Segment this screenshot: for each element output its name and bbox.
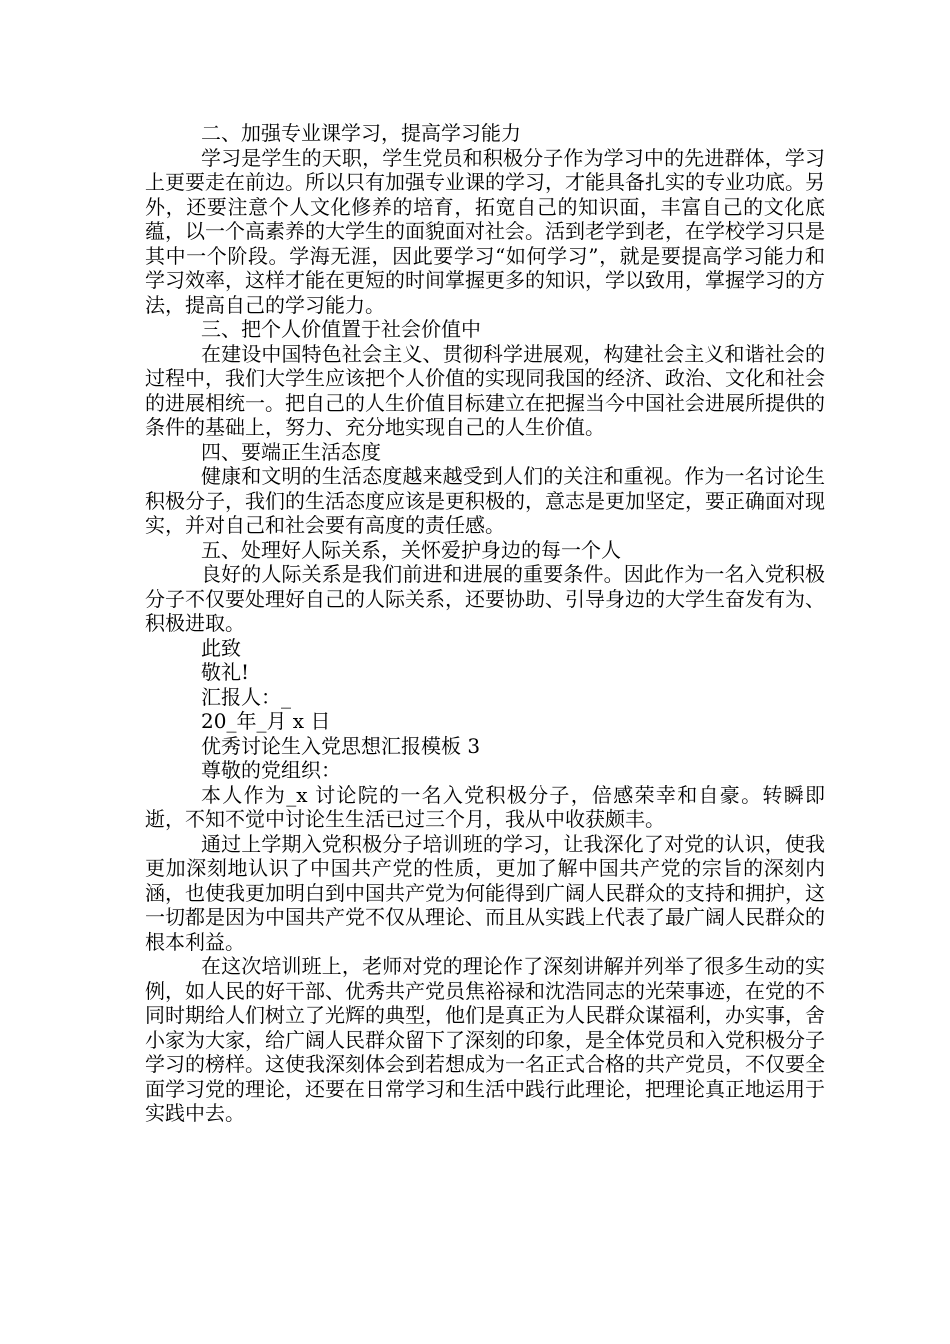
section-heading-4: 四、要端正生活态度 — [201, 439, 381, 464]
closing-regards: 敬礼! — [201, 660, 250, 684]
greeting-line: 尊敬的党组织： — [201, 758, 341, 782]
paragraph-value: 在建设中国特色社会主义、贯彻科学进展观，构建社会主义和谐社会的过程中，我们大学生应该把个人价值的实现同我国的经济、政治、文化和社会的进展相统一。把自己的人生价值目标建立在把握当今中国社会进展所提供的条件的基础上，努力、充分地实现自己的人生价值。 — [145, 341, 825, 439]
closing-salutation: 此致 — [201, 635, 241, 660]
paragraph-attitude: 健康和文明的生活态度越来越受到人们的关注和重视。作为一名讨论生积极分子，我们的生活态度应该是更积极的，意志是更加坚定，要正确面对现实，并对自己和社会要有高度的责任感。 — [145, 464, 825, 537]
paragraph-relations: 良好的人际关系是我们前进和进展的重要条件。因此作为一名入党积极分子不仅要处理好自己的人际关系，还要协助、引导身边的大学生奋发有为、积极进取。 — [145, 562, 825, 635]
section-heading-2: 二、加强专业课学习，提高学习能力 — [201, 121, 521, 145]
paragraph-intro: 本人作为_x 讨论院的一名入党积极分子，倍感荣幸和自豪。转瞬即逝，不知不觉中讨论生生活已过三个月，我从中收获颇丰。 — [145, 782, 825, 831]
section-heading-5: 五、处理好人际关系，关怀爱护身边的每一个人 — [201, 537, 621, 562]
paragraph-study: 学习是学生的天职，学生党员和积极分子作为学习中的先进群体，学习上更要走在前边。所以只有加强专业课的学习，才能具备扎实的专业功底。另外，还要注意个人文化修养的培育，拓宽自己的知识面，丰富自己的文化底蕴，以一个高素养的大学生的面貌面对社会。活到老学到老，在学校学习只是其中一个阶段。学海无涯，因此要学习“如何学习”，就是要提高学习能力和学习效率，这样才能在更短的时间掌握更多的知识，学以致用，掌握学习的方法，提高自己的学习能力。 — [145, 145, 825, 317]
paragraph-training: 通过上学期入党积极分子培训班的学习，让我深化了对党的认识，使我更加深刻地认识了中国共产党的性质，更加了解中国共产党的宗旨的深刻内涵，也使我更加明白到中国共产党为何能得到广阔人民群众的支持和拥护，这一切都是因为中国共产党不仅从理论、而且从实践上代表了最广阔人民群众的根本利益。 — [145, 831, 825, 954]
section-heading-3: 三、把个人价值置于社会价值中 — [201, 317, 481, 341]
reporter-line: 汇报人：_ — [201, 684, 291, 709]
date-line: 20_年_月 x 日 — [201, 709, 331, 733]
paragraph-lecture: 在这次培训班上，老师对党的理论作了深刻讲解并列举了很多生动的实例，如人民的好干部、优秀共产党员焦裕禄和沈浩同志的光荣事迹，在党的不同时期给人们树立了光辉的典型，他们是真正为人民群众谋福利，办实事，舍小家为大家，给广阔人民群众留下了深刻的印象，是全体党员和入党积极分子学习的榜样。这使我深刻体会到若想成为一名正式合格的共产党员，不仅要全面学习党的理论，还要在日常学习和生活中践行此理论，把理论真正地运用于实践中去。 — [145, 954, 825, 1125]
document-body — [145, 121, 825, 1126]
template-title: 优秀讨论生入党思想汇报模板 3 — [201, 733, 481, 758]
